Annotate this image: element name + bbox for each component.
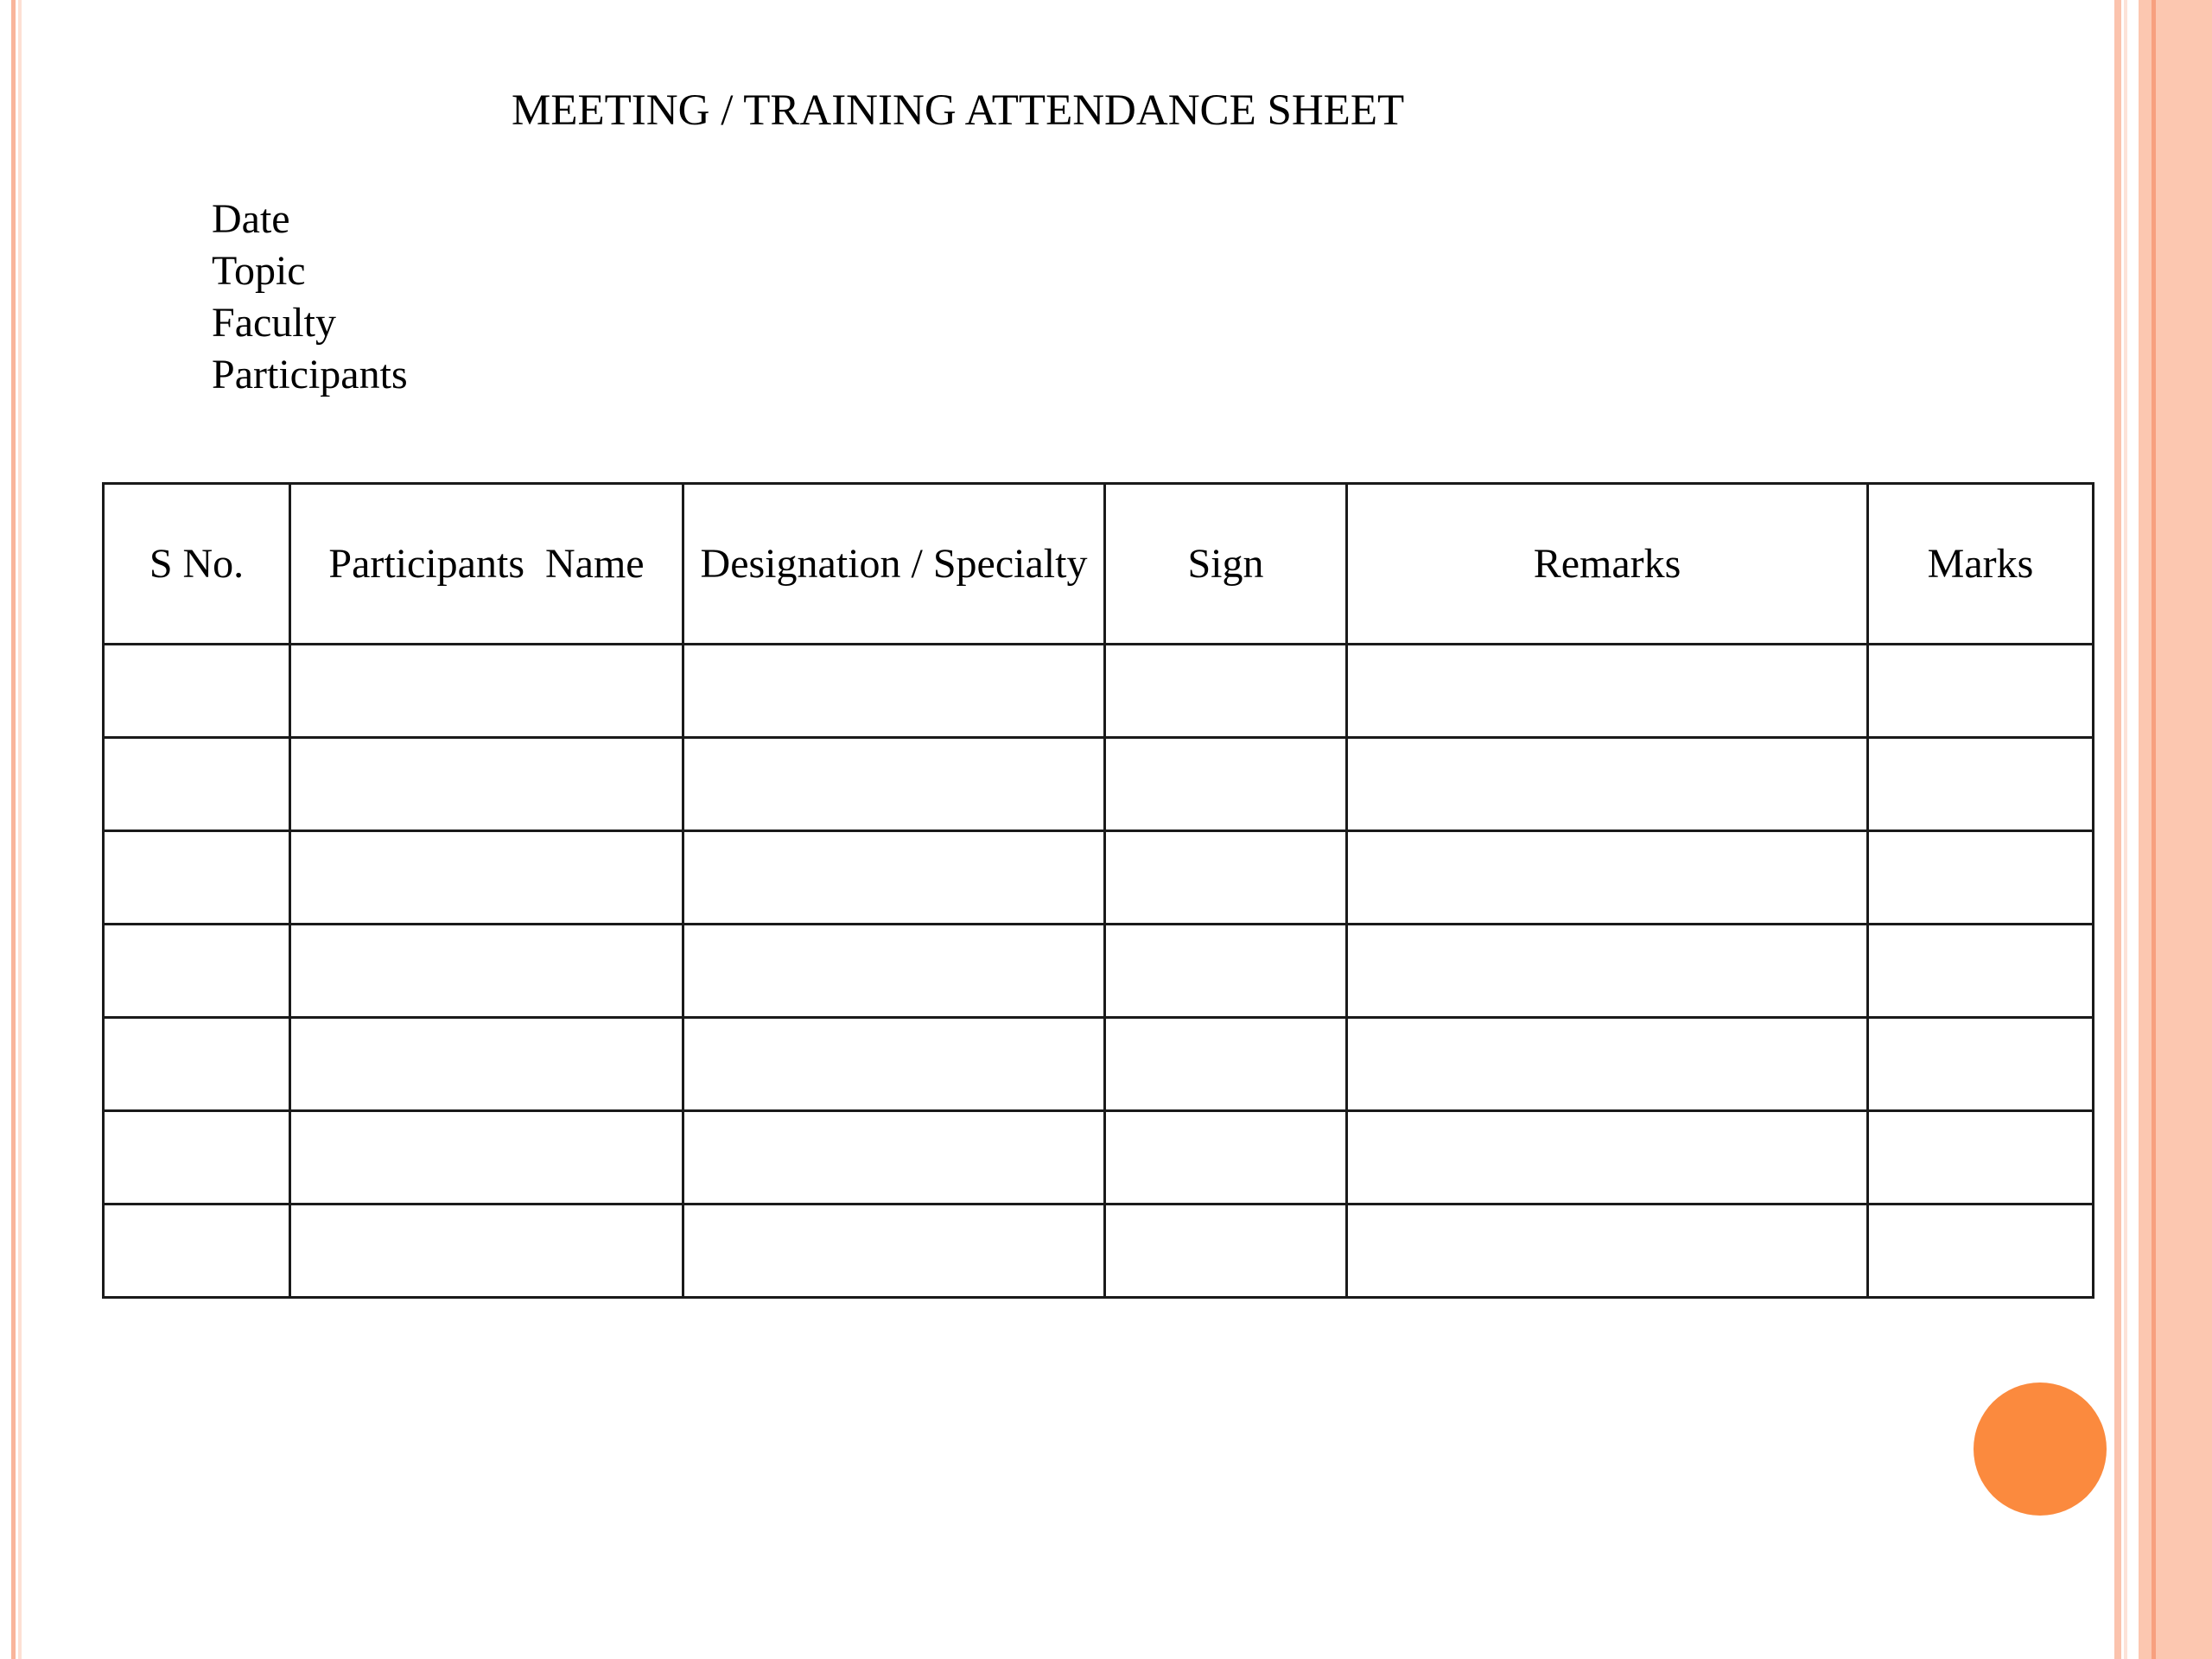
- table-row: [104, 1205, 2094, 1298]
- table-cell: [104, 925, 290, 1018]
- table-row: [104, 738, 2094, 831]
- right-border-stripe-light: [2124, 0, 2127, 1659]
- table-cell: [104, 831, 290, 925]
- table-cell: [1868, 1111, 2094, 1205]
- column-header-sno: S No.: [104, 484, 290, 645]
- table-cell: [1105, 645, 1347, 738]
- table-cell: [104, 1205, 290, 1298]
- field-faculty-label: Faculty: [212, 300, 336, 346]
- column-header-sign: Sign: [1105, 484, 1347, 645]
- table-cell: [1868, 1205, 2094, 1298]
- table-cell: [1105, 738, 1347, 831]
- table-cell: [290, 1205, 683, 1298]
- table-row: [104, 831, 2094, 925]
- table-cell: [290, 925, 683, 1018]
- table-cell: [104, 1018, 290, 1111]
- column-header-participant-name: Participants Name: [290, 484, 683, 645]
- table-cell: [1868, 1018, 2094, 1111]
- table-cell: [1868, 738, 2094, 831]
- table-cell: [1105, 925, 1347, 1018]
- table-cell: [1347, 645, 1868, 738]
- table-cell: [1347, 1018, 1868, 1111]
- field-topic-label: Topic: [212, 248, 306, 294]
- table-cell: [1105, 1205, 1347, 1298]
- table-cell: [683, 1111, 1105, 1205]
- table-cell: [1347, 1205, 1868, 1298]
- table-header-row: [104, 484, 2094, 645]
- table-cell: [290, 1111, 683, 1205]
- table-cell: [683, 645, 1105, 738]
- table-cell: [1347, 925, 1868, 1018]
- field-date-label: Date: [212, 196, 290, 242]
- orange-circle-decoration: [1974, 1382, 2107, 1516]
- table-cell: [683, 738, 1105, 831]
- table-cell: [1105, 1018, 1347, 1111]
- table-cell: [1347, 831, 1868, 925]
- table-cell: [683, 1205, 1105, 1298]
- table-row: [104, 645, 2094, 738]
- column-header-designation: Designation / Specialty: [683, 484, 1105, 645]
- left-border-stripe-light: [18, 0, 22, 1659]
- table-row: [104, 925, 2094, 1018]
- column-header-remarks: Remarks: [1347, 484, 1868, 645]
- table-cell: [683, 1018, 1105, 1111]
- table-cell: [1347, 738, 1868, 831]
- left-border-stripe: [11, 0, 16, 1659]
- table-cell: [290, 831, 683, 925]
- table-cell: [1868, 831, 2094, 925]
- right-border-line: [2152, 0, 2156, 1659]
- table-cell: [683, 831, 1105, 925]
- table-cell: [290, 645, 683, 738]
- table-cell: [683, 925, 1105, 1018]
- attendance-table: [102, 482, 2094, 1299]
- table-cell: [1868, 925, 2094, 1018]
- table-cell: [290, 738, 683, 831]
- table-cell: [104, 645, 290, 738]
- right-border-stripe: [2114, 0, 2121, 1659]
- table-cell: [104, 1111, 290, 1205]
- table-row: [104, 1018, 2094, 1111]
- table-cell: [1105, 1111, 1347, 1205]
- field-participants-label: Participants: [212, 352, 408, 397]
- header-fields: [212, 194, 408, 401]
- table-cell: [1868, 645, 2094, 738]
- table-cell: [104, 738, 290, 831]
- table-cell: [290, 1018, 683, 1111]
- right-border-band: [2139, 0, 2212, 1659]
- sheet-title: MEETING / TRAINING ATTENDANCE SHEET: [512, 86, 1405, 135]
- table-cell: [1105, 831, 1347, 925]
- table-row: [104, 1111, 2094, 1205]
- table-cell: [1347, 1111, 1868, 1205]
- table-body: [104, 645, 2094, 1298]
- column-header-marks: Marks: [1868, 484, 2094, 645]
